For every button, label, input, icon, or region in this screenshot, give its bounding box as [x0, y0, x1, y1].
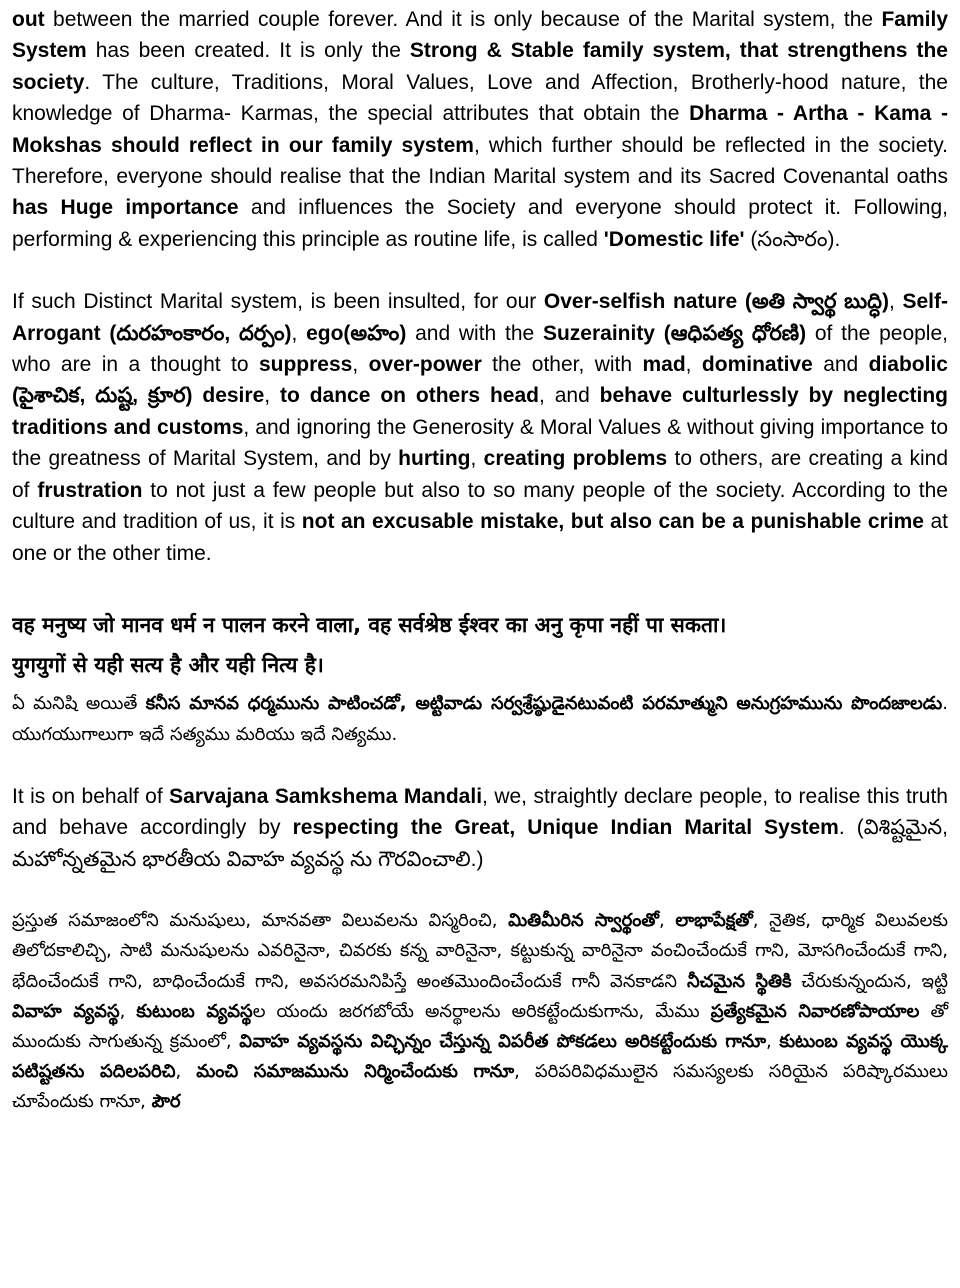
text-run: If such Distinct Marital system, is been insulted, for our [12, 290, 544, 314]
text-run: , [470, 447, 484, 471]
bold-text-run: out [12, 8, 45, 31]
bold-text-run: behave culturlessly by neglecting traditions and customs [12, 384, 948, 439]
bold-text-run: frustration [37, 478, 143, 502]
text-run: ఏ మనిషి అయితే [12, 692, 146, 714]
bold-text-run: has Huge importance [12, 196, 239, 220]
text-run: , [658, 910, 676, 932]
text-run: has been created. It is only the [86, 39, 410, 63]
bold-text-run: ego(అహం) [306, 321, 407, 345]
text-run: , and ignoring the Generosity & Moral Values & without giving importance to the greatness of Marital System, and by [12, 415, 949, 471]
text-run: , [685, 353, 702, 377]
bold-text-run: Suzerainity (ఆధిపత్య ధోరణి) [542, 321, 807, 345]
text-run: , [888, 290, 903, 314]
text-run: . (విశిష్టమైన, మహోన్నతమైన భారతీయ వివాహ వ్యవస్థ ను గౌరవించాలి.) [12, 816, 948, 871]
bold-text-run: respecting the Great, Unique Indian Marital System [292, 816, 839, 840]
paragraph-gap [12, 255, 948, 286]
text-run: of the people, who are in a thought to [12, 321, 948, 377]
bold-text-run: వివాహ వ్యవస్థను విచ్ఛిన్నం చేస్తున్న విపరీత పోకడలు అరికట్టేందుకు గానూ [239, 1030, 767, 1052]
bold-text-run: వివాహ వ్యవస్థ [12, 1000, 120, 1022]
paragraph-declaration [12, 781, 948, 875]
text-run: , [291, 321, 307, 345]
text-run: తో ముందుకు సాగుతున్న క్రమంలో, [12, 1000, 949, 1052]
bold-text-run: మితిమీరిన స్వార్థంతో [508, 910, 659, 932]
paragraph-domestic-life [12, 4, 948, 255]
bold-text-run: over-power [368, 353, 482, 377]
text-run: to others, are creating a kind of [12, 447, 948, 502]
text-run: , [352, 353, 369, 377]
bold-text-run: diabolic (పైశాచిక, దుష్ట, క్రూర) desire [12, 353, 948, 408]
text-run: ప్రస్తుత సమాజంలోని మనుషులు, మానవతా విలువలను విస్మరించి, [12, 910, 509, 932]
text-run: ల యందు జరగబోయే అనర్థాలను అరికట్టేందుకుగాను, మేము [252, 1000, 711, 1022]
bold-text-run: Over-selfish nature (అతి స్వార్థ బుద్ధి) [543, 290, 889, 314]
text-run: , పరిపరివిధములైన సమస్యలకు సరియైన పరిష్కారములు చూపేందుకు గానూ, [12, 1061, 948, 1113]
text-run: . The culture, Traditions, Moral Values, Love and Affection, Brotherly-hood nature, the knowledge of Dharma- Karmas, the special attributes that obtain the [12, 70, 948, 126]
text-run: at one or the other time. [12, 510, 948, 565]
text-run: , [766, 1030, 780, 1052]
bold-text-run: dominative [701, 353, 813, 377]
bold-text-run: Strong & Stable family system, that strengthens the society [12, 39, 948, 94]
bold-text-run: మంచి సమాజమును నిర్మించేందుకు గానూ [196, 1061, 515, 1083]
telugu-paragraph [12, 906, 948, 1117]
bold-text-run: hurting [398, 447, 471, 471]
text-run: , and [538, 384, 600, 408]
text-run: , which further should be reflected in the society. Therefore, everyone should realise that the Indian Marital system and its Sacred Covenantal oaths [12, 133, 948, 189]
telugu-verse-translation [12, 688, 948, 750]
bold-text-run: Sarvajana Samkshema Mandali [169, 784, 483, 808]
bold-text-run: కుటుంబ వ్యవస్థ యొక్క పటిష్టతను పదిలపరిచి [12, 1030, 948, 1083]
text-run: and with the [406, 321, 543, 345]
text-run: between the married couple forever. And it is only because of the Marital system, the [44, 8, 882, 31]
hindi-verse-line-2: युगयुगों से यही सत्य है और यही नित्य है। [12, 652, 324, 677]
bold-text-run: కనీస మానవ ధర్మమును పాటించడో, అట్టివాడు సర్వశ్రేష్ఠుడైనటువంటి పరమాత్ముని అనుగ్రహమును పొందజాలడు [145, 692, 943, 714]
text-run: to not just a few people but also to so many people of the society. According to the culture and tradition of us, it is [12, 478, 948, 534]
bold-text-run: నీచమైన స్థితికి [686, 970, 792, 992]
bold-text-run: Dharma - Artha - Kama - Mokshas should reflect in our family system [12, 102, 949, 157]
bold-text-run: creating problems [483, 447, 668, 471]
bold-text-run: not an excusable mistake, but also can be a punishable crime [301, 510, 924, 534]
text-run: (సంసారం). [744, 227, 841, 251]
text-run: , we, straightly declare people, to realise this truth and behave accordingly by [12, 784, 948, 840]
text-run: the other, with [481, 353, 643, 377]
bold-text-run: 'Domestic life' [603, 227, 745, 251]
text-run: and [812, 353, 869, 377]
bold-text-run: Family System [12, 8, 948, 63]
text-run: and influences the Society and everyone should protect it. Following, performing & experiencing this principle as routine life, is called [12, 196, 948, 251]
bold-text-run: పౌర [151, 1091, 181, 1113]
bold-text-run: ప్రత్యేకమైన నివారణోపాయాల [710, 1000, 920, 1022]
bold-text-run: to dance on others head [280, 384, 539, 408]
text-run: , [119, 1000, 137, 1022]
bold-text-run: suppress [258, 353, 353, 377]
paragraph-insult-marital-system [12, 286, 948, 569]
bold-text-run: Self-Arrogant (దురహంకారం, దర్పం) [12, 290, 948, 345]
paragraph-gap [12, 750, 948, 781]
paragraph-gap [12, 875, 948, 906]
bold-text-run: కుటుంబ వ్యవస్థ [136, 1000, 253, 1022]
text-run: చేరుకున్నందున, ఇట్టి [791, 970, 948, 992]
hindi-verse-line-1: वह मनुष्य जो मानव धर्म न पालन करने वाला, वह सर्वश्रेष्ठ ईश्वर का अनु कृपा नहीं पा सकता। [12, 612, 727, 637]
text-run: , [175, 1061, 197, 1083]
text-run: It is on behalf of [12, 784, 170, 808]
text-run: , నైతిక, ధార్మిక విలువలకు తిలోదకాలిచ్చి, సాటి మనుషులను ఎవరినైనా, చివరకు కన్న వారినైనా, కట్టుకున్న వారినైనా వంచించేందుకే గాని, మోసగించేందుకే గాని, భేదించేందుకే గాని, బాధించేందుకే గాని, అవసరమనిపిస్తే అంతమొందించేందుకే గానీ వెనకాడని [12, 910, 948, 992]
bold-text-run: mad [642, 353, 686, 377]
text-run: . యుగయుగాలుగా ఇదే సత్యము మరియు ఇదే నిత్యము. [12, 692, 949, 745]
paragraph-gap [12, 569, 948, 600]
text-run: , [264, 384, 280, 408]
bold-text-run: లాభాపేక్షతో [675, 910, 753, 932]
